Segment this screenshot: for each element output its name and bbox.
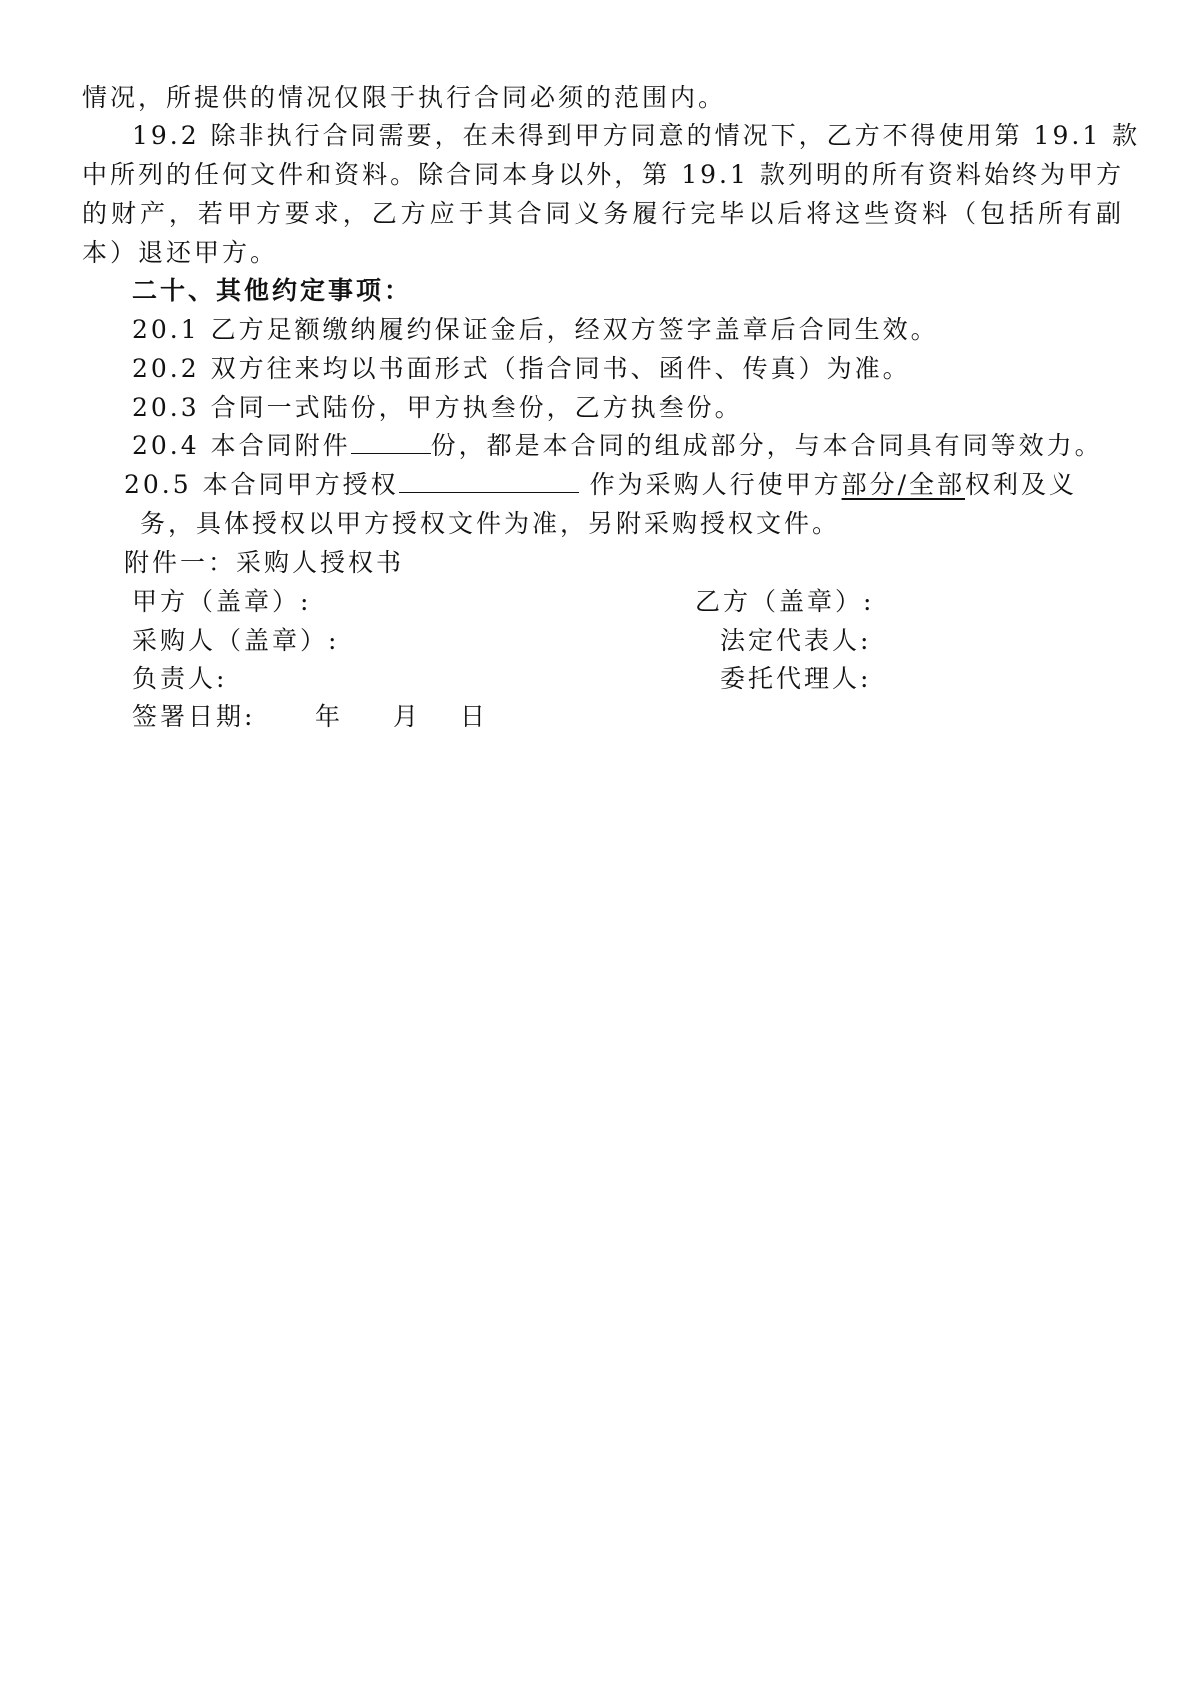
attachment-title: 附件一：采购人授权书 [124, 548, 405, 577]
clause-20-4 [132, 426, 1103, 466]
party-a-seal-label: 甲方（盖章）: [132, 587, 312, 616]
paragraph-19-2-line-4: 本）退还甲方。 [82, 238, 279, 267]
paragraph-19-1-tail: 情况，所提供的情况仅限于执行合同必须的范围内。 [82, 83, 727, 112]
authorized-party-blank[interactable] [399, 466, 579, 493]
clause-20-5-before: 20.5 本合同甲方授权 [124, 470, 399, 499]
clause-20-5-after: 权利及义 [965, 470, 1078, 499]
clause-20-5-line-2: 务，具体授权以甲方授权文件为准，另附采购授权文件。 [140, 509, 841, 538]
clause-20-5-middle: 作为采购人行使甲方 [578, 470, 842, 499]
legal-representative-label: 法定代表人: [720, 626, 872, 655]
clause-20-1: 20.1 乙方足额缴纳履约保证金后，经双方签字盖章后合同生效。 [132, 315, 939, 344]
authorized-agent-label: 委托代理人: [720, 664, 872, 693]
clause-20-2: 20.2 双方往来均以书面形式（指合同书、函件、传真）为准。 [132, 354, 911, 383]
signing-date-label: 签署日期: [132, 702, 256, 731]
party-b-seal-label: 乙方（盖章）: [695, 587, 875, 616]
clause-20-5 [124, 465, 1077, 505]
section-20-heading: 二十、其他约定事项： [132, 276, 413, 305]
paragraph-19-2-line-3: 的财产，若甲方要求，乙方应于其合同义务履行完毕以后将这些资料（包括所有副 [82, 199, 1124, 228]
responsible-person-label: 负责人: [132, 664, 228, 693]
date-month-label: 月 [393, 702, 422, 731]
paragraph-19-2-line-1: 19.2 除非执行合同需要，在未得到甲方同意的情况下，乙方不得使用第 19.1 款 [132, 121, 1141, 150]
paragraph-19-2-line-2: 中所列的任何文件和资料。除合同本身以外，第 19.1 款列明的所有资料始终为甲方 [82, 160, 1124, 189]
date-year-label: 年 [315, 702, 344, 731]
date-day-label: 日 [460, 702, 489, 731]
clause-20-4-after: 份，都是本合同的组成部分，与本合同具有同等效力。 [430, 431, 1103, 460]
clause-20-5-underlined: 部分/全部 [841, 470, 966, 499]
attachment-count-blank[interactable] [351, 427, 431, 454]
clause-20-3: 20.3 合同一式陆份，甲方执叁份，乙方执叁份。 [132, 393, 743, 422]
purchaser-seal-label: 采购人（盖章）: [132, 626, 340, 655]
clause-20-4-before: 20.4 本合同附件 [132, 431, 351, 460]
